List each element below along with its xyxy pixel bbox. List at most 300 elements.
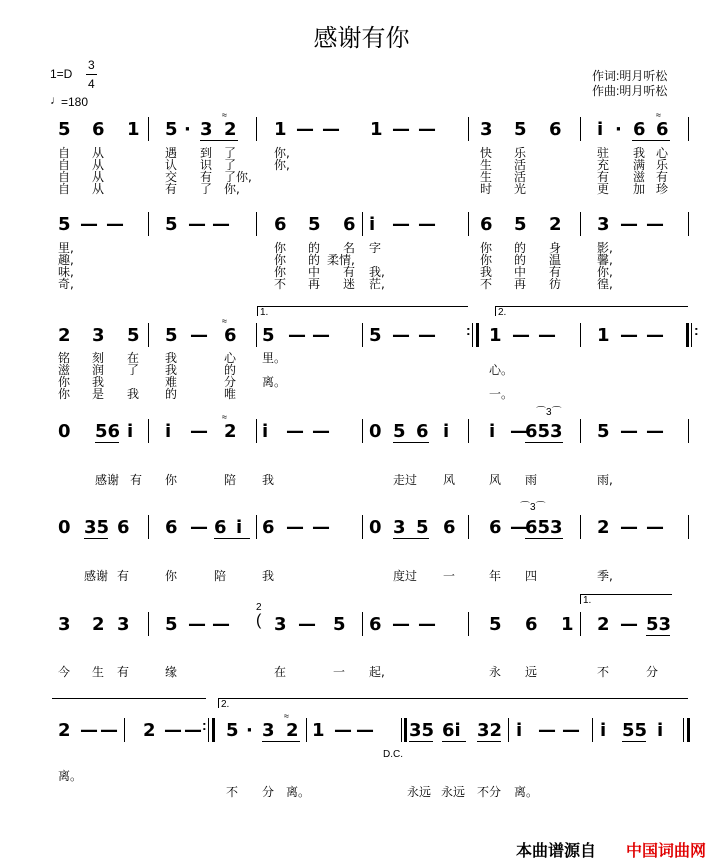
note: 2 xyxy=(143,720,156,741)
note: 6 xyxy=(656,119,669,140)
barline xyxy=(148,117,149,141)
note: 2 xyxy=(549,214,562,235)
note: 1 xyxy=(561,614,574,635)
lyric: 珍 xyxy=(656,182,669,196)
note: 2 xyxy=(286,720,299,741)
time-signature-divider xyxy=(86,74,97,75)
note: 5 xyxy=(58,119,71,140)
barline xyxy=(306,718,307,742)
time-signature-numerator: 3 xyxy=(88,58,95,72)
lyric: 我 xyxy=(165,351,178,365)
lyric: 有 xyxy=(343,265,356,279)
dc-marking: D.C. xyxy=(383,749,403,760)
note: 6 xyxy=(224,325,237,346)
volta-label: 1. xyxy=(583,595,592,606)
lyric: 不 xyxy=(597,665,610,679)
dash: — xyxy=(288,325,306,346)
dash: — xyxy=(190,421,208,442)
lyric: 的 xyxy=(224,363,237,377)
dash: — xyxy=(188,214,206,235)
slur-icon: ( xyxy=(256,612,262,629)
lyric: 自 xyxy=(58,170,71,184)
lyric: 离。 xyxy=(514,785,539,799)
dash: — xyxy=(312,517,330,538)
lyric: 乐 xyxy=(514,146,527,160)
note: 6 xyxy=(549,119,562,140)
lyric: 身 xyxy=(549,241,562,255)
lyric: 遇 xyxy=(165,146,178,160)
volta-tick xyxy=(495,306,496,316)
lyric: 活 xyxy=(514,170,527,184)
lyric: 在 xyxy=(274,665,287,679)
barline xyxy=(256,212,257,236)
lyric: 不分 xyxy=(477,785,502,799)
note: 3 xyxy=(274,614,287,635)
lyric: 彷 xyxy=(549,277,562,291)
dot-mark: · xyxy=(615,119,622,140)
note: 35 xyxy=(84,517,110,538)
ornament-mark: ≈ xyxy=(284,711,289,721)
lyric: 味, xyxy=(58,265,74,279)
lyric: 驻 xyxy=(597,146,610,160)
dash: — xyxy=(80,214,98,235)
dash: — xyxy=(392,325,410,346)
lyric: 我 xyxy=(92,375,105,389)
lyric: 的 xyxy=(165,387,178,401)
lyric: 今 xyxy=(58,665,71,679)
lyric: 馨, xyxy=(597,253,613,267)
score-title: 感谢有你 xyxy=(313,24,410,52)
note: 6 xyxy=(416,421,429,442)
lyric: 起, xyxy=(369,665,385,679)
note: i xyxy=(262,421,269,442)
lyric: 我, xyxy=(369,265,385,279)
volta-bracket-2 xyxy=(218,698,688,699)
lyric: 自 xyxy=(58,182,71,196)
lyric: 滋 xyxy=(633,170,646,184)
lyric: 不 xyxy=(480,277,493,291)
dash: — xyxy=(334,720,352,741)
note: i xyxy=(489,421,496,442)
note: 5 xyxy=(165,614,178,635)
lyric: 缘 xyxy=(165,665,178,679)
ornament-mark: ≈ xyxy=(656,110,661,120)
note: 6 xyxy=(165,517,178,538)
note: 1 xyxy=(127,119,140,140)
lyric: 刻 xyxy=(92,351,105,365)
beam-underline xyxy=(632,140,670,141)
lyric: 风 xyxy=(443,473,456,487)
note: 0 xyxy=(369,517,382,538)
lyric: 你 xyxy=(165,473,178,487)
lyric: 充 xyxy=(597,158,610,172)
note: 56 xyxy=(95,421,121,442)
beam-underline xyxy=(442,741,466,742)
dash: — xyxy=(620,214,638,235)
barline xyxy=(468,612,469,636)
note: 1 xyxy=(312,720,325,741)
dash: — xyxy=(646,325,664,346)
lyric: 陪 xyxy=(214,569,227,583)
barline xyxy=(688,515,689,539)
note: 3 xyxy=(117,614,130,635)
dash: — xyxy=(418,119,436,140)
barline xyxy=(148,419,149,443)
note: i xyxy=(657,720,664,741)
lyric: 徨, xyxy=(597,277,613,291)
barline xyxy=(592,718,593,742)
lyric: 的 xyxy=(514,241,527,255)
lyric: 雨 xyxy=(525,473,538,487)
note: 1 xyxy=(370,119,383,140)
dash: — xyxy=(188,614,206,635)
note: i xyxy=(165,421,172,442)
lyric: 四 xyxy=(525,569,538,583)
beam-underline xyxy=(393,442,429,443)
barline xyxy=(256,515,257,539)
lyric: 从 xyxy=(92,146,105,160)
note: 1 xyxy=(597,325,610,346)
lyric: 一 xyxy=(333,665,346,679)
lyric: 难 xyxy=(165,375,178,389)
note: 3 xyxy=(58,614,71,635)
lyric: 有 xyxy=(200,170,213,184)
lyric: 加 xyxy=(633,182,646,196)
lyric: 情, xyxy=(339,253,355,267)
dash: — xyxy=(286,517,304,538)
dash: — xyxy=(620,614,638,635)
barline xyxy=(148,323,149,347)
barline xyxy=(362,612,363,636)
barline xyxy=(688,212,689,236)
lyric: 有 xyxy=(117,569,130,583)
double-barline xyxy=(404,718,407,742)
barline xyxy=(580,117,581,141)
note: 0 xyxy=(58,517,71,538)
lyric: 有 xyxy=(656,170,669,184)
lyric: 时 xyxy=(480,182,493,196)
note: 2 xyxy=(224,421,237,442)
note: i xyxy=(127,421,134,442)
lyric: 不 xyxy=(226,785,239,799)
lyric: 唯 xyxy=(224,387,237,401)
barline xyxy=(688,419,689,443)
note: 35 xyxy=(409,720,435,741)
lyric: 的 xyxy=(308,241,321,255)
note: 1 xyxy=(489,325,502,346)
dash: — xyxy=(356,720,374,741)
note: 6i xyxy=(442,720,461,741)
lyric: 陪 xyxy=(224,473,237,487)
dash: — xyxy=(190,325,208,346)
note: 3 xyxy=(393,517,406,538)
lyric: 季, xyxy=(597,569,613,583)
dash: — xyxy=(312,421,330,442)
note: 6 xyxy=(480,214,493,235)
barline xyxy=(468,515,469,539)
dash: — xyxy=(418,325,436,346)
barline xyxy=(580,212,581,236)
note: 3 xyxy=(480,119,493,140)
lyric: 名 xyxy=(343,241,356,255)
lyric: 的 xyxy=(514,253,527,267)
triplet-notes: 653 xyxy=(525,421,563,442)
lyric: 里, xyxy=(58,241,74,255)
breath-mark: 2 xyxy=(256,602,262,613)
barline xyxy=(580,323,581,347)
beam-underline xyxy=(393,538,429,539)
lyric: 茫, xyxy=(369,277,385,291)
lyric: 中 xyxy=(308,265,321,279)
note: 6 xyxy=(633,119,646,140)
barline xyxy=(508,718,509,742)
note: 6 xyxy=(525,614,538,635)
dash: — xyxy=(510,517,528,538)
barline xyxy=(468,419,469,443)
beam-underline xyxy=(262,741,300,742)
barline xyxy=(691,323,692,347)
lyric: 的 xyxy=(308,253,321,267)
lyric: 离。 xyxy=(262,375,287,389)
note: 5 xyxy=(165,214,178,235)
lyric: 永远 xyxy=(441,785,466,799)
lyric: 从 xyxy=(92,182,105,196)
dash: — xyxy=(418,214,436,235)
repeat-end-barline xyxy=(686,323,689,347)
note: 5 xyxy=(416,517,429,538)
lyric: 感谢 xyxy=(84,569,109,583)
lyric: 影, xyxy=(597,241,613,255)
note: 5 xyxy=(58,214,71,235)
dash: — xyxy=(212,614,230,635)
lyric: 分 xyxy=(262,785,275,799)
quarter-note-icon: ♩ xyxy=(50,93,62,107)
lyricist-credit: 作词:明月听松 xyxy=(592,69,668,83)
lyric: 有 xyxy=(597,170,610,184)
barline xyxy=(468,212,469,236)
lyric: 我 xyxy=(633,146,646,160)
lyric: 有 xyxy=(549,265,562,279)
note: 5 xyxy=(165,119,178,140)
note: 2 xyxy=(58,720,71,741)
lyric: 趣, xyxy=(58,253,74,267)
lyric: 度过 xyxy=(393,569,418,583)
note: 5 xyxy=(226,720,239,741)
barline xyxy=(148,212,149,236)
lyric: 迷 xyxy=(343,277,356,291)
lyric: 分 xyxy=(646,665,659,679)
note: 2 xyxy=(597,614,610,635)
volta-tick xyxy=(218,698,219,708)
lyric: 离。 xyxy=(286,785,311,799)
note: 55 xyxy=(622,720,648,741)
lyric: 了 xyxy=(224,158,237,172)
dot-mark: · xyxy=(246,720,253,741)
note: 5 xyxy=(514,214,527,235)
note: i xyxy=(369,214,376,235)
note: 3 xyxy=(200,119,213,140)
triplet-mark: ⌒3⌒ xyxy=(520,502,546,513)
lyric: 中 xyxy=(514,265,527,279)
note: i xyxy=(597,119,604,140)
lyric: 风 xyxy=(489,473,502,487)
beam-underline xyxy=(409,741,433,742)
lyric: 在 xyxy=(127,351,140,365)
dash: — xyxy=(212,214,230,235)
lyric: 认 xyxy=(165,158,178,172)
beam-underline xyxy=(84,538,108,539)
lyric: 生 xyxy=(480,158,493,172)
barline xyxy=(362,419,363,443)
lyric: 了 xyxy=(200,182,213,196)
lyric: 里。 xyxy=(262,351,287,365)
lyric: 离。 xyxy=(58,769,83,783)
barline xyxy=(362,323,363,347)
volta-label: 2. xyxy=(221,699,230,710)
note: i xyxy=(600,720,607,741)
barline xyxy=(362,515,363,539)
lyric: 有 xyxy=(165,182,178,196)
lyric: 生 xyxy=(480,170,493,184)
volta-bracket-1 xyxy=(580,594,672,595)
lyric: 你 xyxy=(480,241,493,255)
lyric: 你, xyxy=(274,146,290,160)
volta-tick xyxy=(580,594,581,604)
beam-underline xyxy=(622,741,646,742)
note: 0 xyxy=(58,421,71,442)
note: 3 xyxy=(262,720,275,741)
dash: — xyxy=(646,214,664,235)
barline xyxy=(472,323,473,347)
note: 0 xyxy=(369,421,382,442)
dot-mark: · xyxy=(184,119,191,140)
barline xyxy=(580,515,581,539)
tempo-marking: =180 xyxy=(61,95,89,109)
note: 1 xyxy=(274,119,287,140)
note: 6 xyxy=(214,517,227,538)
lyric: 你 xyxy=(274,265,287,279)
repeat-dots: : xyxy=(202,717,207,733)
beam-underline xyxy=(95,442,119,443)
lyric: 你 xyxy=(58,375,71,389)
lyric: 分 xyxy=(224,375,237,389)
note: 6 xyxy=(369,614,382,635)
dash: — xyxy=(286,421,304,442)
note: 5 xyxy=(127,325,140,346)
dash: — xyxy=(538,720,556,741)
note: 2 xyxy=(597,517,610,538)
composer-credit: 作曲:明月听松 xyxy=(592,84,668,98)
note: 6 xyxy=(489,517,502,538)
barline xyxy=(256,419,257,443)
lyric: 柔 xyxy=(327,253,340,267)
lyric: 你 xyxy=(274,241,287,255)
repeat-end-barline xyxy=(212,718,215,742)
site-name-link[interactable]: 中国词曲网 xyxy=(626,843,707,860)
lyric: 字 xyxy=(369,241,382,255)
lyric: 乐 xyxy=(656,158,669,172)
beam-underline xyxy=(200,140,238,141)
volta-tick xyxy=(257,306,258,316)
lyric: 不 xyxy=(274,277,287,291)
lyric: 满 xyxy=(633,158,646,172)
lyric: 生 xyxy=(92,665,105,679)
note: 5 xyxy=(262,325,275,346)
note: 6 xyxy=(343,214,356,235)
ornament-mark: ≈ xyxy=(222,316,227,326)
dash: — xyxy=(392,214,410,235)
note: i xyxy=(236,517,243,538)
lyric: 是 xyxy=(92,387,105,401)
barline xyxy=(401,718,402,742)
lyric: 活 xyxy=(514,158,527,172)
lyric: 再 xyxy=(514,277,527,291)
note: 6 xyxy=(262,517,275,538)
dash: — xyxy=(164,720,182,741)
lyric: 温 xyxy=(549,253,562,267)
note: 5 xyxy=(308,214,321,235)
barline xyxy=(683,718,684,742)
note: 5 xyxy=(333,614,346,635)
dash: — xyxy=(392,614,410,635)
lyric: 到 xyxy=(200,146,213,160)
lyric: 我 xyxy=(262,473,275,487)
key-signature: 1=D xyxy=(50,67,73,81)
dash: — xyxy=(620,421,638,442)
volta-label: 2. xyxy=(498,307,507,318)
lyric: 感谢 xyxy=(95,473,120,487)
dash: — xyxy=(106,214,124,235)
lyric: 我 xyxy=(165,363,178,377)
dash: — xyxy=(184,720,202,741)
dash: — xyxy=(190,517,208,538)
lyric: 一。 xyxy=(489,387,514,401)
lyric: 你, xyxy=(274,158,290,172)
note: 32 xyxy=(477,720,503,741)
lyric: 你 xyxy=(274,253,287,267)
lyric: 自 xyxy=(58,158,71,172)
dash: — xyxy=(80,720,98,741)
note: 6 xyxy=(117,517,130,538)
repeat-end-barline xyxy=(476,323,479,347)
note: 3 xyxy=(597,214,610,235)
note: 2 xyxy=(58,325,71,346)
lyric: 你 xyxy=(58,387,71,401)
lyric: 铭 xyxy=(58,351,71,365)
lyric: 一 xyxy=(443,569,456,583)
note: 5 xyxy=(369,325,382,346)
note: 6 xyxy=(92,119,105,140)
lyric: 远 xyxy=(525,665,538,679)
repeat-dots: : xyxy=(694,322,699,338)
lyric: 奇, xyxy=(58,277,74,291)
triplet-notes: 653 xyxy=(525,517,563,538)
dash: — xyxy=(298,614,316,635)
source-label: 本曲谱源自 xyxy=(516,843,597,860)
volta-bracket-1 xyxy=(257,306,468,307)
volta-label: 1. xyxy=(260,307,269,318)
barline xyxy=(468,117,469,141)
lyric: 有 xyxy=(117,665,130,679)
dash: — xyxy=(620,325,638,346)
volta-continuation xyxy=(52,698,206,699)
lyric: 我 xyxy=(262,569,275,583)
barline xyxy=(124,718,125,742)
barline xyxy=(148,612,149,636)
lyric: 从 xyxy=(92,170,105,184)
dash: — xyxy=(510,421,528,442)
lyric: 交 xyxy=(165,170,178,184)
